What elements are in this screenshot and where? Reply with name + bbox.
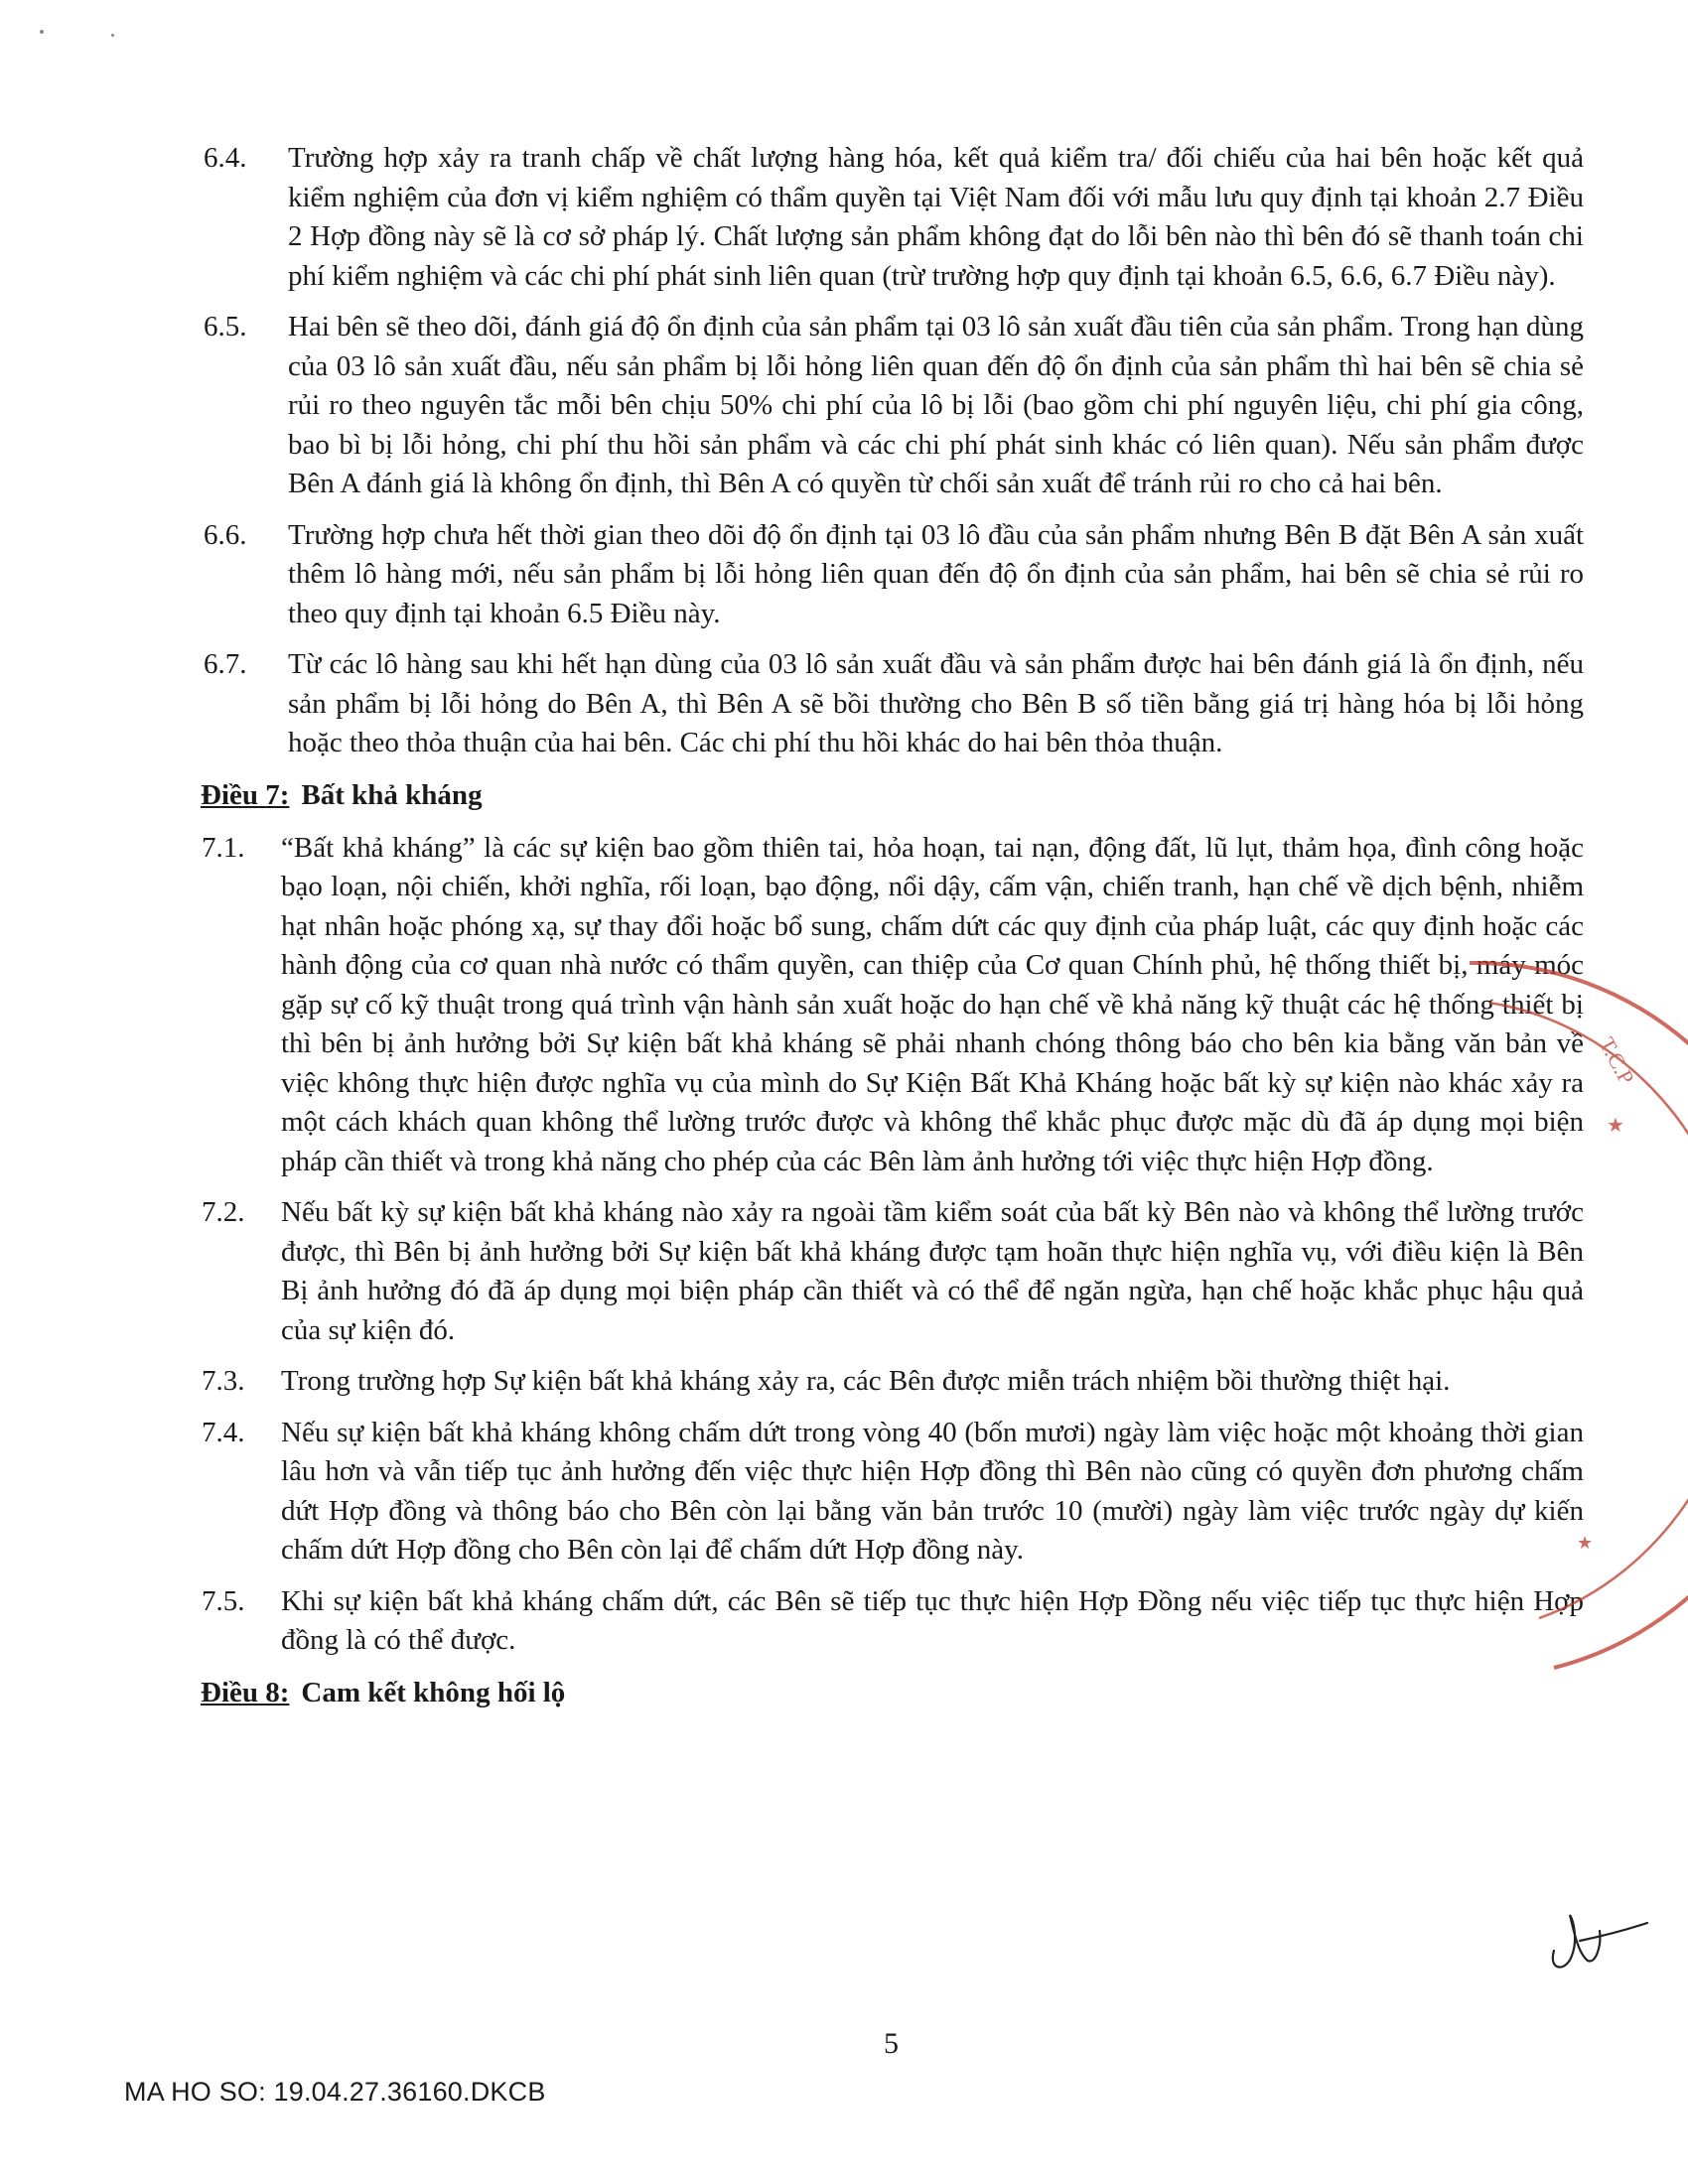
article-8-heading xyxy=(201,1673,1584,1712)
article-7-clauses xyxy=(204,829,1584,1661)
article-7-title: Bất khả kháng xyxy=(301,778,483,811)
clause-text: “Bất khả kháng” là các sự kiện bao gồm thiên tai, hỏa hoạn, tai nạn, động đất, lũ lụt, thảm họa, đình công hoặc bạo loạn, nội chiến, khởi nghĩa, rối loạn, bạo động, nổi dậy, cấm vận, chiến tranh, hạn chế về dịch bệnh, nhiễm hạt nhân hoặc phóng xạ, sự thay đổi hoặc bổ sung, chấm dứt các quy định của pháp luật, các quy định hoặc các hành động của cơ quan nhà nước có thẩm quyền, can thiệp của Cơ quan Chính phủ, hệ thống thiết bị, máy móc gặp sự cố kỹ thuật trong quá trình vận hành sản xuất hoặc do hạn chế về khả năng kỹ thuật các hệ thống thiết bị thì bên bị ảnh hưởng bởi Sự kiện bất khả kháng sẽ phải nhanh chóng thông báo cho bên kia bằng văn bản về việc không thực hiện được nghĩa vụ của mình do Sự Kiện Bất Khả Kháng hoặc bất kỳ sự kiện nào khác xảy ra một cách khách quan không thể lường trước được và không thể khắc phục được mặc dù đã áp dụng mọi biện pháp cần thiết và trong khả năng cho phép của các Bên làm ảnh hưởng tới việc thực hiện Hợp đồng. xyxy=(281,831,1584,1177)
page-number: 5 xyxy=(884,2027,899,2060)
clause-text: Hai bên sẽ theo dõi, đánh giá độ ổn định của sản phẩm tại 03 lô sản xuất đầu tiên của sản phẩm. Trong hạn dùng của 03 lô sản xuất đầu, nếu sản phẩm bị lỗi hỏng liên quan đến độ ổn định của sản phẩm thì hai bên sẽ chia sẻ rủi ro theo nguyên tắc mỗi bên chịu 50% chi phí của lô bị lỗi (bao gồm chi phí nguyên liệu, chi phí gia công, bao bì bị lỗi hỏng, chi phí thu hồi sản phẩm và các chi phí phát sinh khác có liên quan). Nếu sản phẩm được Bên A đánh giá là không ổn định, thì Bên A có quyền từ chối sản xuất để tránh rủi ro cho cả hai bên. xyxy=(288,311,1584,499)
clause-7-4 xyxy=(202,1414,1584,1570)
clause-text: Trường hợp chưa hết thời gian theo dõi độ ổn định tại 03 lô đầu của sản phẩm nhưng Bên B đặt Bên A sản xuất thêm lô hàng mới, nếu sản phẩm bị lỗi hỏng liên quan đến độ ổn định của sản phẩm, hai bên sẽ chia sẻ rủi ro theo quy định tại khoản 6.5 Điều này. xyxy=(288,518,1584,629)
article-8-title: Cam kết không hối lộ xyxy=(301,1676,566,1708)
stamp-star-icon: ★ xyxy=(1577,1533,1594,1554)
stamp-outer-ring xyxy=(1470,963,1688,1668)
article-7-heading xyxy=(201,775,1584,815)
clause-text: Nếu sự kiện bất khả kháng không chấm dứt trong vòng 40 (bốn mươi) ngày làm việc hoặc một khoảng thời gian lâu hơn và vẫn tiếp tục ảnh hưởng đến việc thực hiện Hợp đồng thì Bên nào cũng có quyền đơn phương chấm dứt Hợp đồng và thông báo cho Bên còn lại bằng văn bản trước 10 (mười) ngày làm việc trước ngày dự kiến chấm dứt Hợp đồng cho Bên còn lại để chấm dứt Hợp đồng này. xyxy=(281,1416,1584,1566)
clause-7-3 xyxy=(202,1362,1584,1402)
clause-number: 6.4. xyxy=(204,142,247,174)
clause-number: 7.3. xyxy=(202,1365,245,1397)
article-7-number: Điều 7: xyxy=(201,778,290,811)
clause-7-1 xyxy=(202,829,1584,1182)
clause-number: 6.5. xyxy=(204,311,247,342)
clause-number: 7.2. xyxy=(202,1196,245,1228)
clause-number: 6.7. xyxy=(204,648,247,680)
clause-6-7 xyxy=(204,645,1584,763)
clause-text: Nếu bất kỳ sự kiện bất khả kháng nào xảy ra ngoài tầm kiểm soát của bất kỳ Bên nào và không thể lường trước được, thì Bên bị ảnh hưởng bởi Sự kiện bất khả kháng được tạm hoãn thực hiện nghĩa vụ, với điều kiện là Bên Bị ảnh hưởng đó đã áp dụng mọi biện pháp cần thiết và có thể để ngăn ngừa, hạn chế hoặc khắc phục hậu quả của sự kiện đó. xyxy=(281,1196,1584,1346)
clause-number: 7.4. xyxy=(202,1416,245,1448)
clause-6-5 xyxy=(204,308,1584,504)
clause-6-4 xyxy=(204,139,1584,296)
clause-text: Từ các lô hàng sau khi hết hạn dùng của 03 lô sản xuất đầu và sản phẩm được hai bên đánh giá là ổn định, nếu sản phẩm bị lỗi hỏng do Bên A, thì Bên A sẽ bồi thường cho Bên B số tiền bằng giá trị hàng hóa bị lỗi hỏng hoặc theo thỏa thuận của hai bên. Các chi phí thu hồi khác do hai bên thỏa thuận. xyxy=(288,648,1584,758)
stamp-inner-ring xyxy=(1489,1003,1688,1618)
stamp-star-icon: ★ xyxy=(1607,1113,1624,1137)
clause-7-2 xyxy=(202,1193,1584,1350)
scan-speck xyxy=(111,34,114,37)
clause-6-6 xyxy=(204,516,1584,634)
stamp-text: T.C.P xyxy=(1594,1032,1640,1089)
document-body xyxy=(201,139,1584,1726)
scan-speck xyxy=(40,30,44,34)
clause-7-5 xyxy=(202,1582,1584,1661)
clause-number: 7.1. xyxy=(202,831,245,864)
company-stamp xyxy=(1460,933,1688,1688)
clause-number: 7.5. xyxy=(202,1584,245,1617)
clause-number: 6.6. xyxy=(204,518,247,551)
file-code: MA HO SO: 19.04.27.36160.DKCB xyxy=(124,2077,546,2107)
clause-text: Khi sự kiện bất khả kháng chấm dứt, các Bên sẽ tiếp tục thực hiện Hợp Đồng nếu việc tiếp tục thực hiện Hợp đồng là có thể được. xyxy=(281,1584,1584,1656)
article-8-number: Điều 8: xyxy=(201,1676,290,1708)
clause-text: Trường hợp xảy ra tranh chấp về chất lượng hàng hóa, kết quả kiểm tra/ đối chiếu của hai bên hoặc kết quả kiểm nghiệm của đơn vị kiểm nghiệm có thẩm quyền tại Việt Nam đối với mẫu lưu quy định tại khoản 2.7 Điều 2 Hợp đồng này sẽ là cơ sở pháp lý. Chất lượng sản phẩm không đạt do lỗi bên nào thì bên đó sẽ thanh toán chi phí kiểm nghiệm và các chi phí phát sinh liên quan (trừ trường hợp quy định tại khoản 6.5, 6.6, 6.7 Điều này). xyxy=(288,142,1584,292)
clause-text: Trong trường hợp Sự kiện bất khả kháng xảy ra, các Bên được miễn trách nhiệm bồi thường thiệt hại. xyxy=(281,1365,1451,1397)
initial-signature xyxy=(1544,1901,1653,1980)
